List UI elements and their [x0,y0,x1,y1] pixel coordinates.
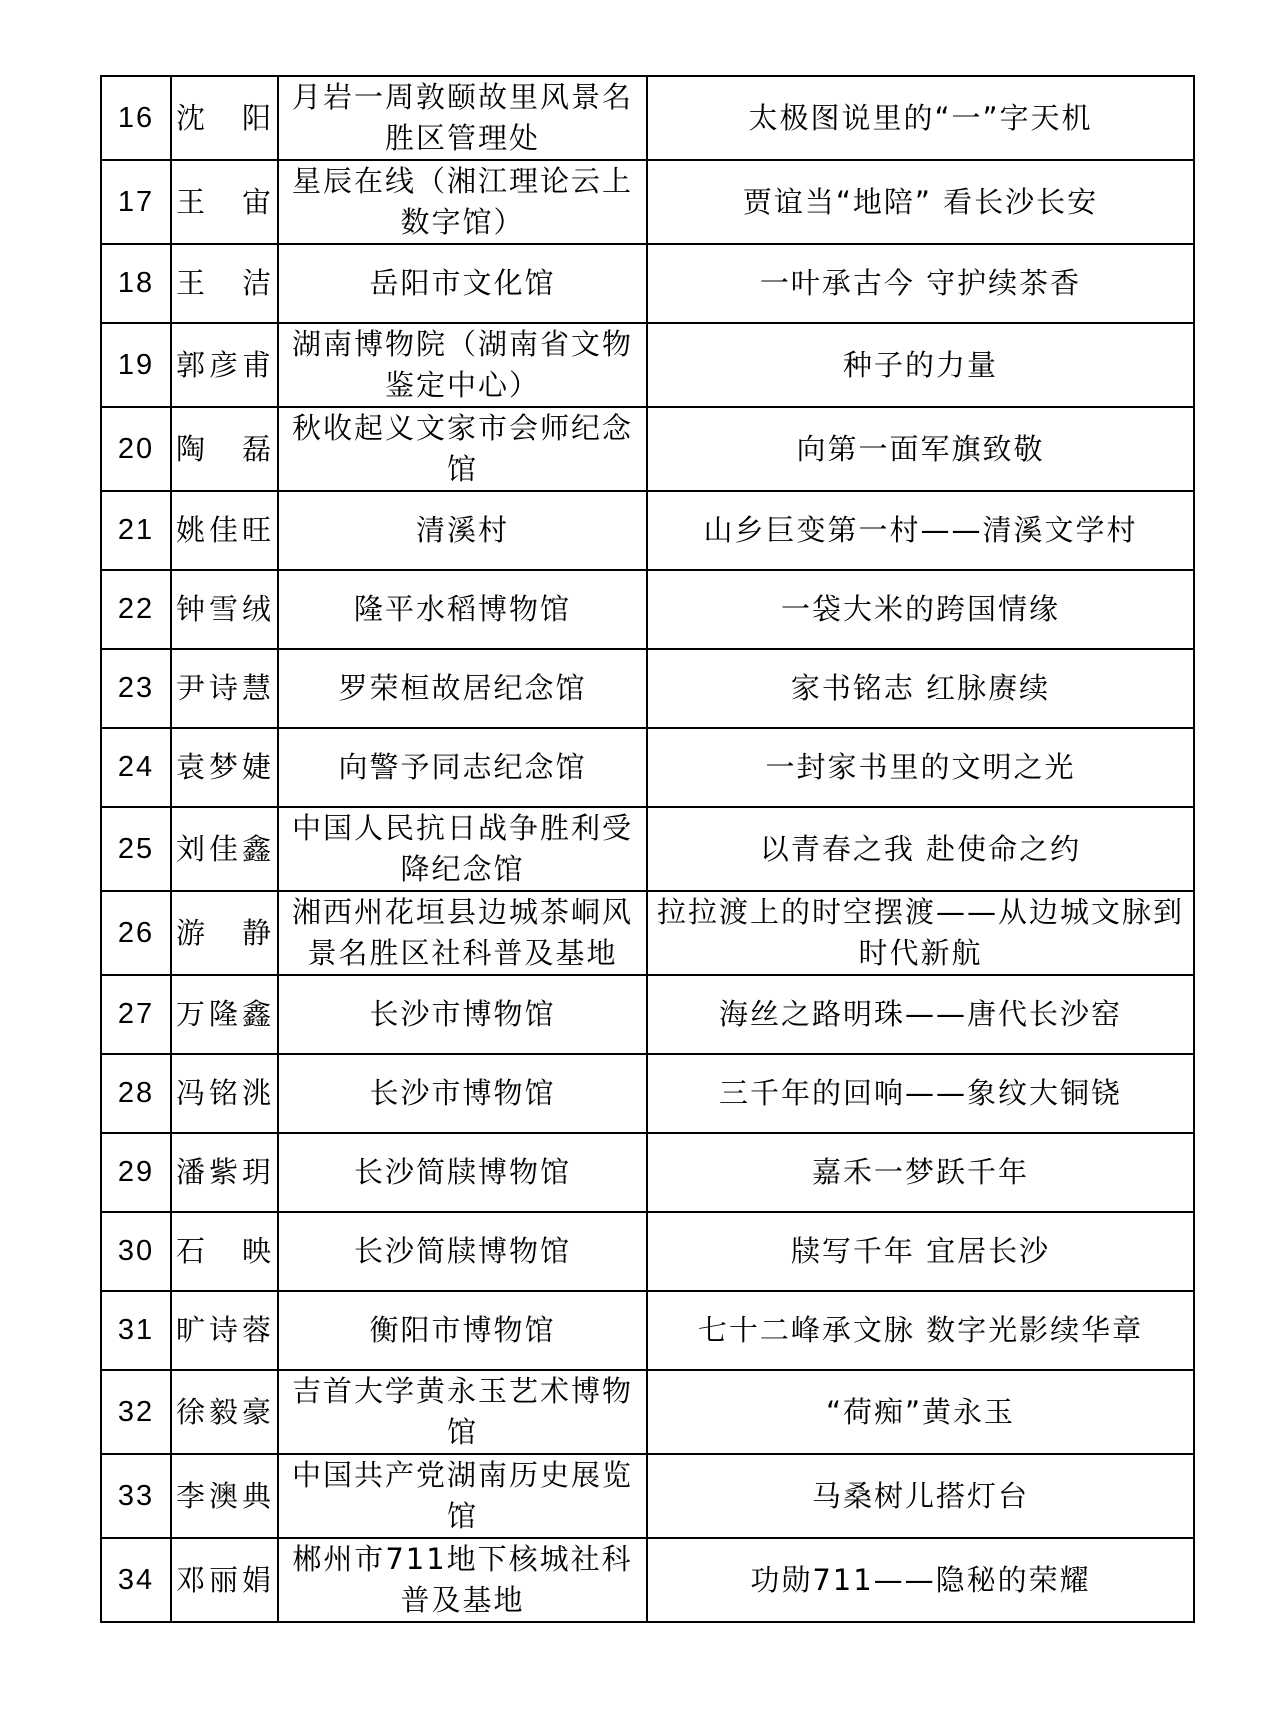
roster-table [100,75,1195,1623]
table-row [101,76,1194,160]
presentation-title: 山乡巨变第一村——清溪文学村 [647,491,1194,570]
presentation-title: 太极图说里的“一”字天机 [647,76,1194,160]
presenter-name: 陶 磊 [171,407,278,491]
row-number: 24 [101,728,171,807]
organization: 吉首大学黄永玉艺术博物馆 [278,1370,647,1454]
presenter-name: 李澳典 [171,1454,278,1538]
presentation-title: 牍写千年 宜居长沙 [647,1212,1194,1291]
presentation-title: 贾谊当“地陪” 看长沙长安 [647,160,1194,244]
organization: 秋收起义文家市会师纪念馆 [278,407,647,491]
presenter-name: 万隆鑫 [171,975,278,1054]
table-row [101,1054,1194,1133]
presentation-title: 种子的力量 [647,323,1194,407]
presenter-name: 郭彦甫 [171,323,278,407]
table-row [101,1212,1194,1291]
organization: 郴州市711地下核城社科普及基地 [278,1538,647,1622]
row-number: 26 [101,891,171,975]
presentation-title: 三千年的回响——象纹大铜铙 [647,1054,1194,1133]
presenter-name: 钟雪绒 [171,570,278,649]
row-number: 34 [101,1538,171,1622]
row-number: 31 [101,1291,171,1370]
organization: 湘西州花垣县边城茶峒风景名胜区社科普及基地 [278,891,647,975]
presenter-name: 旷诗蓉 [171,1291,278,1370]
presenter-name: 姚佳旺 [171,491,278,570]
table-row [101,1133,1194,1212]
presentation-title: 一袋大米的跨国情缘 [647,570,1194,649]
presenter-name: 刘佳鑫 [171,807,278,891]
presentation-title: 以青春之我 赴使命之约 [647,807,1194,891]
organization: 向警予同志纪念馆 [278,728,647,807]
table-row [101,1291,1194,1370]
row-number: 33 [101,1454,171,1538]
presenter-name: 游 静 [171,891,278,975]
presentation-title: 向第一面军旗致敬 [647,407,1194,491]
organization: 隆平水稻博物馆 [278,570,647,649]
table-row [101,491,1194,570]
table-row [101,1370,1194,1454]
presenter-name: 沈 阳 [171,76,278,160]
row-number: 30 [101,1212,171,1291]
organization: 长沙简牍博物馆 [278,1133,647,1212]
presenter-name: 王 洁 [171,244,278,323]
table-row [101,160,1194,244]
row-number: 18 [101,244,171,323]
row-number: 22 [101,570,171,649]
organization: 岳阳市文化馆 [278,244,647,323]
row-number: 23 [101,649,171,728]
row-number: 25 [101,807,171,891]
presentation-title: 拉拉渡上的时空摆渡——从边城文脉到时代新航 [647,891,1194,975]
table-row [101,649,1194,728]
presentation-title: “荷痴”黄永玉 [647,1370,1194,1454]
presenter-name: 尹诗慧 [171,649,278,728]
row-number: 20 [101,407,171,491]
presentation-title: 马桑树儿搭灯台 [647,1454,1194,1538]
organization: 衡阳市博物馆 [278,1291,647,1370]
table-row [101,407,1194,491]
table-row [101,807,1194,891]
row-number: 19 [101,323,171,407]
presenter-name: 王 宙 [171,160,278,244]
row-number: 28 [101,1054,171,1133]
table-row [101,323,1194,407]
table-row [101,1454,1194,1538]
presentation-title: 家书铭志 红脉赓续 [647,649,1194,728]
organization: 星辰在线（湘江理论云上数字馆） [278,160,647,244]
table-row [101,1538,1194,1622]
organization: 清溪村 [278,491,647,570]
presenter-name: 邓丽娟 [171,1538,278,1622]
organization: 中国共产党湖南历史展览馆 [278,1454,647,1538]
row-number: 27 [101,975,171,1054]
row-number: 17 [101,160,171,244]
presentation-title: 七十二峰承文脉 数字光影续华章 [647,1291,1194,1370]
organization: 月岩一周敦颐故里风景名胜区管理处 [278,76,647,160]
presenter-name: 徐毅豪 [171,1370,278,1454]
table-row [101,728,1194,807]
table-row [101,891,1194,975]
presenter-name: 石 映 [171,1212,278,1291]
presentation-title: 嘉禾一梦跃千年 [647,1133,1194,1212]
presentation-title: 功勋711——隐秘的荣耀 [647,1538,1194,1622]
organization: 长沙简牍博物馆 [278,1212,647,1291]
organization: 湖南博物院（湖南省文物鉴定中心） [278,323,647,407]
row-number: 16 [101,76,171,160]
presentation-title: 一封家书里的文明之光 [647,728,1194,807]
table-row [101,975,1194,1054]
presentation-title: 一叶承古今 守护续茶香 [647,244,1194,323]
presenter-name: 袁梦婕 [171,728,278,807]
roster-table-body [101,76,1194,1622]
organization: 长沙市博物馆 [278,975,647,1054]
presentation-title: 海丝之路明珠——唐代长沙窑 [647,975,1194,1054]
presenter-name: 冯铭洮 [171,1054,278,1133]
row-number: 32 [101,1370,171,1454]
organization: 中国人民抗日战争胜利受降纪念馆 [278,807,647,891]
row-number: 29 [101,1133,171,1212]
organization: 罗荣桓故居纪念馆 [278,649,647,728]
table-row [101,244,1194,323]
organization: 长沙市博物馆 [278,1054,647,1133]
row-number: 21 [101,491,171,570]
presenter-name: 潘紫玥 [171,1133,278,1212]
table-row [101,570,1194,649]
